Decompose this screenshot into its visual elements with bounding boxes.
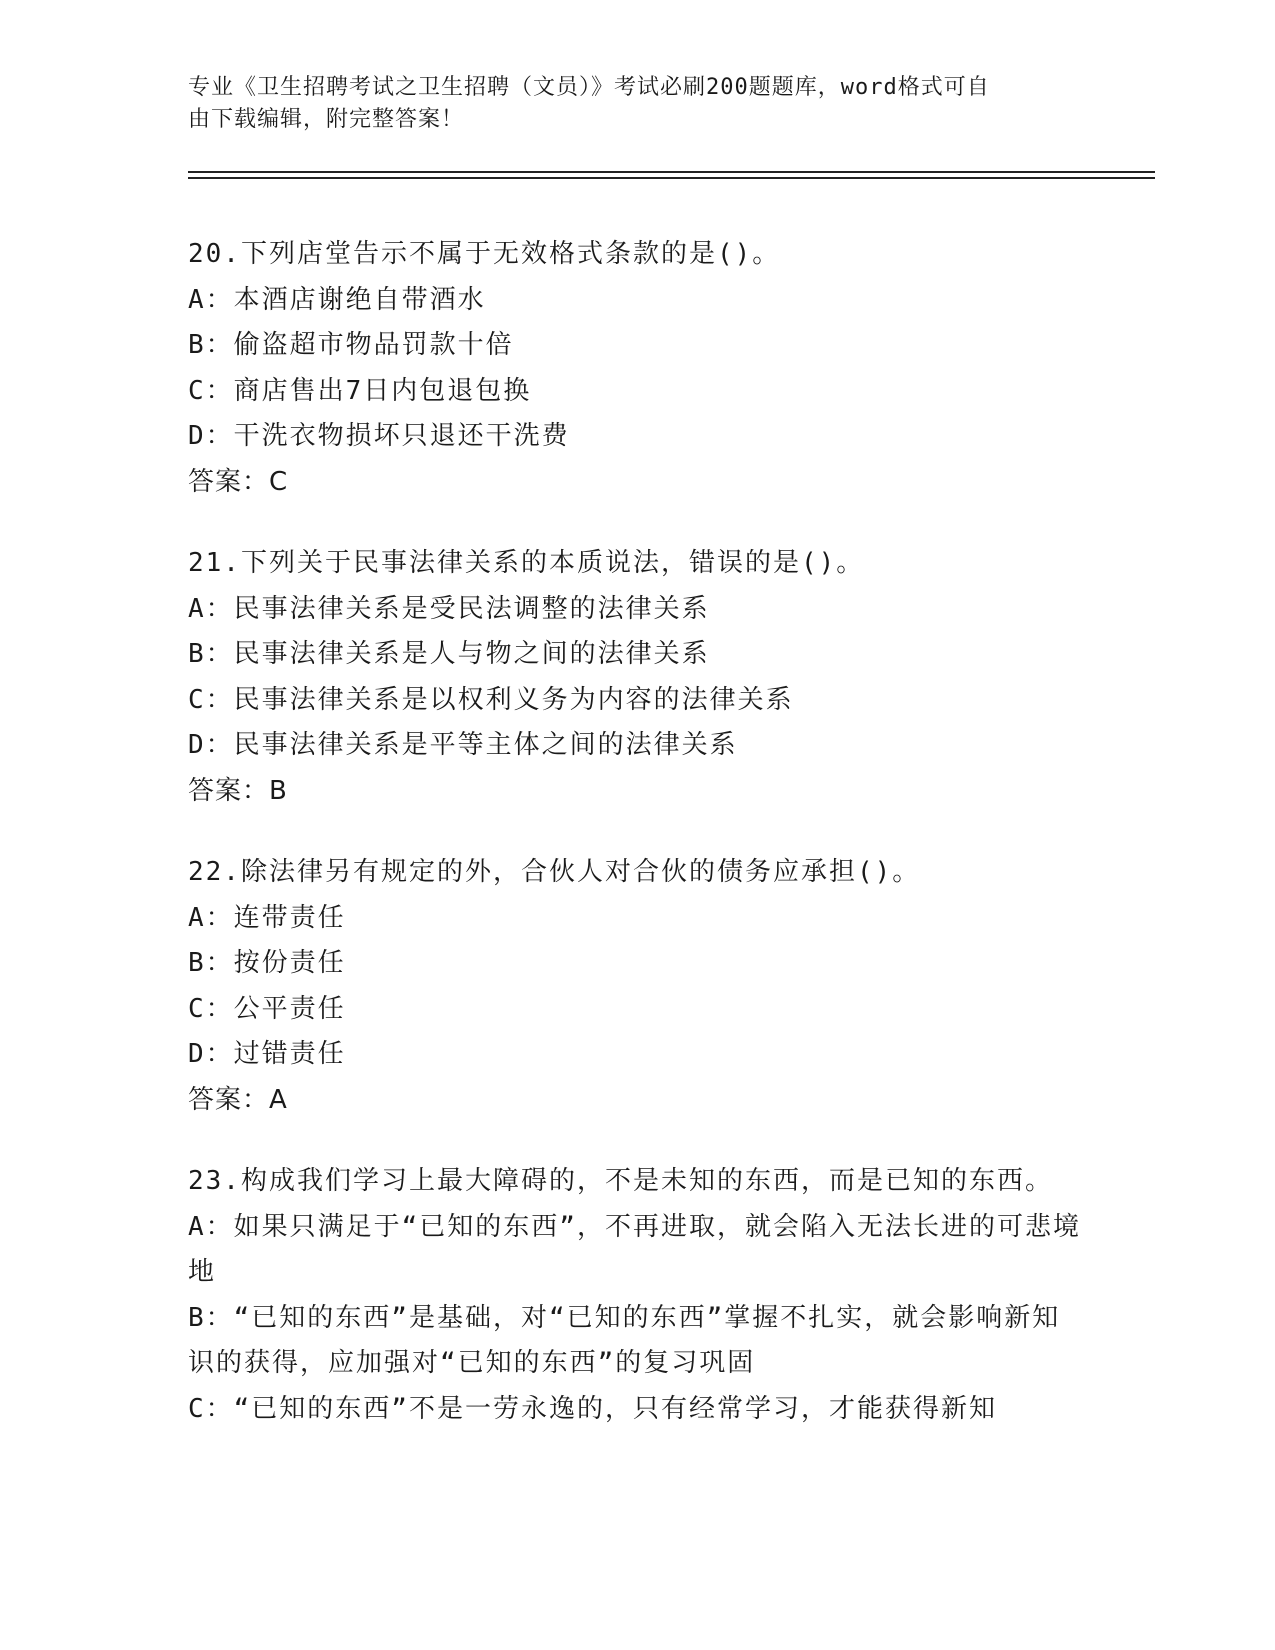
header-line-1: 专业《卫生招聘考试之卫生招聘（文员）》考试必刷200题题库，word格式可自 <box>188 75 990 100</box>
option-c: C：“已知的东西”不是一劳永逸的，只有经常学习，才能获得新知 <box>188 1393 997 1424</box>
option-a: A：本酒店谢绝自带酒水 <box>188 284 486 315</box>
option-b: B：民事法律关系是人与物之间的法律关系 <box>188 639 710 669</box>
header-divider-top <box>188 171 1155 173</box>
header-divider-bottom <box>188 177 1155 179</box>
question-stem: 23.构成我们学习上最大障碍的，不是未知的东西，而是已知的东西。 <box>188 1166 1053 1196</box>
header-line-2: 由下载编辑，附完整答案！ <box>188 107 465 132</box>
option-d: D：过错责任 <box>188 1039 346 1069</box>
answer: 答案：C <box>188 466 289 497</box>
option-b: B：“已知的东西”是基础，对“已知的东西”掌握不扎实，就会影响新知识的获得，应加强对“已知的东西”的复习巩固 <box>188 1302 1061 1378</box>
option-c: C：公平责任 <box>188 993 346 1024</box>
question-21 <box>188 541 1088 814</box>
option-a: A：连带责任 <box>188 902 346 933</box>
option-b: B：偷盗超市物品罚款十倍 <box>188 330 514 360</box>
document-header <box>188 72 1068 136</box>
option-a: A：民事法律关系是受民法调整的法律关系 <box>188 593 710 624</box>
option-a: A：如果只满足于“已知的东西”，不再进取，就会陷入无法长进的可悲境地 <box>188 1211 1081 1287</box>
option-c: C：商店售出7日内包退包换 <box>188 375 532 406</box>
question-list <box>188 232 1088 1468</box>
option-c: C：民事法律关系是以权利义务为内容的法律关系 <box>188 684 794 715</box>
question-20 <box>188 232 1088 505</box>
option-d: D：民事法律关系是平等主体之间的法律关系 <box>188 730 738 760</box>
option-b: B：按份责任 <box>188 948 346 978</box>
question-23 <box>188 1159 1088 1432</box>
answer: 答案：B <box>188 775 288 806</box>
answer: 答案：A <box>188 1084 288 1115</box>
option-d: D：干洗衣物损坏只退还干洗费 <box>188 421 570 451</box>
question-stem: 20.下列店堂告示不属于无效格式条款的是()。 <box>188 239 781 269</box>
question-stem: 22.除法律另有规定的外，合伙人对合伙的债务应承担()。 <box>188 857 921 887</box>
question-stem: 21.下列关于民事法律关系的本质说法，错误的是()。 <box>188 548 865 578</box>
question-22 <box>188 850 1088 1123</box>
